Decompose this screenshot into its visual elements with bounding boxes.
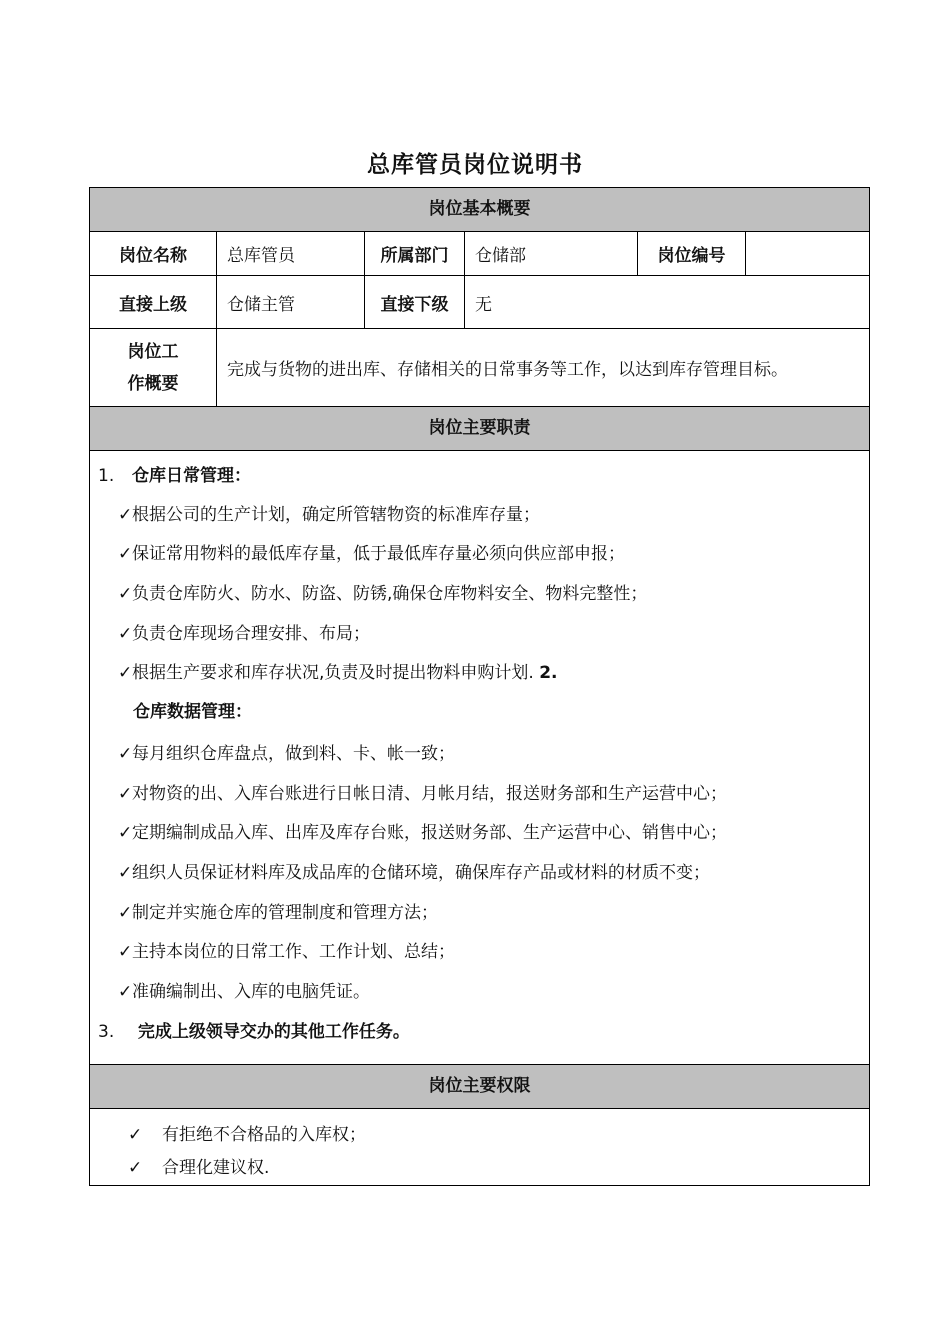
check-icon: ✓ (118, 863, 133, 883)
check-icon: ✓ (118, 505, 133, 525)
summary-label (90, 329, 216, 406)
list-item: ✓组织人员保证材料库及成品库的仓储环境，确保库存产品或材料的材质不变； (118, 863, 710, 883)
section-title: 完成上级领导交办的其他工作任务。 (137, 1022, 410, 1042)
subordinate-label: 直接下级 (380, 294, 449, 315)
position-no-label: 岗位编号 (657, 246, 726, 266)
list-item: ✓主持本岗位的日常工作、工作计划、总结； (118, 942, 455, 962)
check-icon: ✓ (118, 982, 133, 1002)
check-icon: ✓ (128, 1125, 143, 1145)
section-number: 3. (98, 1022, 115, 1042)
duty-section-3 (98, 1017, 410, 1042)
duty-section-2-title: 仓库数据管理： (133, 702, 252, 722)
check-icon: ✓ (118, 584, 133, 604)
list-item: ✓保证常用物料的最低库存量，低于最低库存量必须向供应部申报； (118, 544, 625, 564)
position-name-value: 总库管员 (227, 246, 295, 266)
superior-label: 直接上级 (119, 294, 187, 315)
list-item: ✓对物资的出、入库台账进行日帐日清、月帐月结，报送财务部和生产运营中心； (118, 784, 727, 804)
duty-section-1 (98, 461, 251, 486)
summary-value: 完成与货物的进出库、存储相关的日常事务等工作，以达到库存管理目标。 (227, 360, 788, 380)
list-item: ✓ 合理化建议权. (128, 1158, 270, 1178)
list-item: ✓负责仓库防火、防水、防盗、防锈,确保仓库物料安全、物料完整性； (118, 584, 648, 604)
check-icon: ✓ (128, 1158, 143, 1178)
check-icon: ✓ (118, 744, 133, 764)
position-no-value (746, 232, 869, 275)
list-item: ✓根据生产要求和库存状况,负责及时提出物料申购计划. 2. (118, 663, 558, 683)
check-icon: ✓ (118, 823, 133, 843)
overview-header: 岗位基本概要 (90, 188, 869, 232)
position-name-label: 岗位名称 (119, 246, 187, 266)
list-item: ✓制定并实施仓库的管理制度和管理方法； (118, 903, 438, 923)
check-icon: ✓ (118, 624, 133, 644)
overview-table (89, 187, 870, 451)
section-title: 仓库日常管理： (132, 466, 251, 486)
list-item: ✓准确编制出、入库的电脑凭证。 (118, 982, 370, 1002)
list-item: ✓每月组织仓库盘点，做到料、卡、帐一致； (118, 744, 455, 764)
check-icon: ✓ (118, 663, 133, 683)
subordinate-value: 无 (475, 294, 492, 315)
list-item: ✓定期编制成品入库、出库及库存台账，报送财务部、生产运营中心、销售中心； (118, 823, 727, 843)
list-item: ✓根据公司的生产计划，确定所管辖物资的标准库存量； (118, 505, 540, 525)
check-icon: ✓ (118, 942, 133, 962)
check-icon: ✓ (118, 544, 133, 564)
department-value: 仓储部 (475, 246, 526, 266)
superior-value: 仓储主管 (227, 294, 295, 315)
list-item: ✓ 有拒绝不合格品的入库权； (128, 1125, 366, 1145)
department-label: 所属部门 (380, 246, 449, 266)
duties-header: 岗位主要职责 (90, 406, 869, 450)
section-number: 2. (539, 663, 558, 683)
section-number: 1. (98, 466, 115, 486)
summary-label-line1: 岗位工 (127, 341, 179, 362)
summary-label-line2: 作概要 (127, 373, 179, 394)
duties-section (89, 450, 870, 1065)
authority-section (89, 1064, 870, 1186)
check-icon: ✓ (118, 784, 133, 804)
authority-header: 岗位主要权限 (90, 1065, 869, 1109)
list-item: ✓负责仓库现场合理安排、布局； (118, 624, 370, 644)
check-icon: ✓ (118, 903, 133, 923)
page-title: 总库管员岗位说明书 (367, 152, 583, 178)
